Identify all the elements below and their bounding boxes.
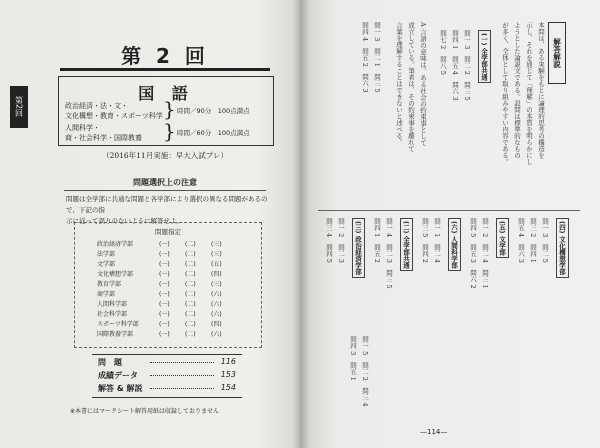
spec-row [81,249,257,259]
exam-note: （2016年11月実施：早大入試プレ） [102,151,228,160]
question-spec-box [74,222,262,348]
spec-q2: (二) [185,281,196,288]
group-2-line-1: 人間科学・ [65,124,100,132]
group-2-departments [65,123,142,143]
book-gutter [292,0,310,448]
answer-column: 問一 5 問二 2 問三 4 [361,336,369,407]
intro-line-2: 示に従って誤りのないように解答せよ。 [66,217,183,225]
answer-column: 問四 3 問五 1 [349,336,357,381]
spec-dept: 教育学部 [97,281,122,288]
spec-row [81,299,257,309]
group-1-departments [65,101,163,121]
toc-label: 問 題 [98,358,122,367]
answer-column: 問三 4 問四 5 [325,218,333,263]
spec-q3: (六) [211,301,222,308]
answer-column: 問五 4 問六 3 [517,218,525,263]
spec-dept: 人間科学部 [97,301,128,308]
spec-dept: 国際教養学部 [97,331,134,338]
toc-row [98,357,236,369]
spec-row [81,279,257,289]
spec-dept: 社会科学部 [97,311,128,318]
spec-row [81,269,257,279]
answer-column: 問四 4 問五 2 問六 3 [361,22,369,93]
section-box: (四) 文化構想学部 [556,218,569,278]
spec-q1: (一) [159,301,170,308]
spec-dept: 政治経済学部 [97,241,134,248]
answer-column: 問三 5 問四 2 [421,218,429,263]
spec-q2: (二) [185,331,196,338]
answer-column: 問一 4 問二 3 問三 5 [385,218,393,289]
spec-q1: (一) [159,251,170,258]
spec-q1: (一) [159,271,170,278]
spec-dept: 法学部 [97,251,116,258]
answer-heading: 解答解説 [548,22,566,84]
group-1-line-2: 文化構想・教育・スポーツ科学 [65,112,163,120]
table-of-contents [92,354,242,398]
answer-column: 問三 2 問四 1 [529,218,537,263]
spec-q3: (五) [211,261,222,268]
text-column: ようとした論説文である。設問は標準的なもの [513,22,521,159]
spec-row [81,309,257,319]
spec-dept: 文学部 [97,261,116,268]
toc-row [98,383,236,395]
group-1-time: 時間／90分 100点満点 [177,107,250,115]
subject-title: 国 語 [138,84,194,103]
spec-q1: (一) [159,281,170,288]
footnote: ※本書にはマークシート解答用紙は収録しておりません [70,408,220,415]
page-title: 第 2 回 [121,44,209,68]
spec-q3: (三) [211,251,222,258]
spec-q2: (二) [185,311,196,318]
text-column: A 言語の意味は、ある社会の約束事として [419,22,427,146]
toc-leader [150,375,214,376]
subject-box [58,76,274,146]
spec-q2: (二) [185,301,196,308]
section-box: (二) 全学部共通 [400,218,413,271]
group-2-line-2: 商・社会科学・国際教養 [65,134,142,142]
spec-row [81,259,257,269]
answer-column: 問七 2 問八 5 [439,30,447,75]
toc-page: 154 [220,383,236,392]
text-column: 成立している。筆者は、その約束事を離れて [407,22,415,152]
answer-column: 問一 2 問二 3 [337,218,345,263]
answer-column: 問一 3 問二 5 [541,218,549,263]
intro-line-1: 問題は全学部に共通な問題と各学部により選択の異なる問題があるので、下記の指 [66,195,268,214]
group-2-time: 時間／60分 100点満点 [177,129,250,137]
answer-column: 問一 2 問二 4 問三 1 [481,218,489,289]
spec-q3: (三) [211,281,222,288]
spec-q3: (四) [211,271,222,278]
spec-q1: (一) [159,311,170,318]
answer-column: 問一 3 問二 2 問三 5 [463,30,471,101]
answer-column: 問四 1 問五 2 [373,218,381,263]
spec-q2: (二) [185,251,196,258]
spec-q3: (六) [211,331,222,338]
spec-row [81,329,257,339]
spec-q2: (二) [185,271,196,278]
toc-label: 解答 & 解説 [98,384,143,393]
section-box: (一) 全学部共通 [478,30,491,83]
text-column: 本問は、ある実験をもとに論理的思考の構造を [537,22,545,159]
toc-leader [150,362,214,363]
toc-page: 153 [220,370,236,379]
spec-q1: (一) [159,291,170,298]
side-tab: 第2回 [10,86,28,128]
spec-q2: (二) [185,241,196,248]
spec-q1: (一) [159,331,170,338]
spec-q1: (一) [159,241,170,248]
spec-row [81,239,257,249]
text-column: 言葉を理解することはできないと述べる。 [395,22,403,146]
toc-page: 116 [220,357,236,366]
divider [318,210,580,211]
brace-icon: } [163,119,176,143]
spec-q1: (一) [159,321,170,328]
brace-icon: } [163,97,176,121]
spec-dept: 文化構想学部 [97,271,134,278]
spec-q2: (二) [185,261,196,268]
toc-label: 成績データ [98,371,138,380]
toc-leader [150,388,214,389]
text-column: 示し、それを通じて「理解」の本質を明らかにし [525,22,533,165]
text-column: が多く、全体として取り組みやすい内容である。 [501,22,509,165]
spec-title: 問題指定 [155,228,181,236]
answer-column: 問四 5 問五 3 問六 2 [469,218,477,289]
section-rule [64,190,266,191]
section-box: (六) 人間科学部 [448,218,461,271]
toc-row [98,370,236,382]
section-box: (三) 政治経済学部 [352,218,365,278]
section-box: (五) 文学部 [496,218,509,258]
spec-dept: スポーツ科学部 [97,321,139,328]
page-number: —114— [420,428,448,436]
title-rule [60,68,270,71]
spec-row [81,319,257,329]
spec-q2: (二) [185,321,196,328]
answer-column: 問一 3 問二 1 問三 5 [373,22,381,93]
spec-q1: (一) [159,261,170,268]
spec-q3: (六) [211,291,222,298]
spec-q2: (二) [185,291,196,298]
spec-row [81,289,257,299]
section-heading: 問題選択上の注意 [133,178,197,187]
spec-dept: 商学部 [97,291,116,298]
spec-q3: (三) [211,241,222,248]
answer-column: 問一 1 問二 4 [433,218,441,263]
answer-column: 問四 1 問五 4 問六 3 [451,30,459,101]
spec-q3: (四) [211,321,222,328]
group-1-line-1: 政治経済・法・文・ [65,102,128,110]
spec-q3: (六) [211,311,222,318]
